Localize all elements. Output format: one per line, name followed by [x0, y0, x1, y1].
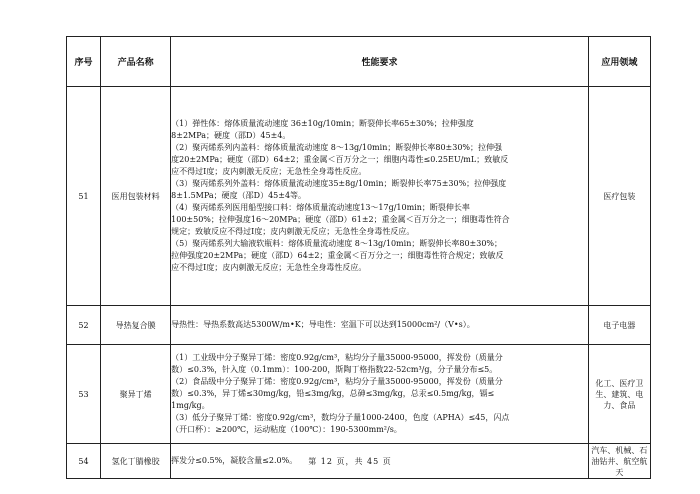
header-no: 序号	[67, 37, 101, 87]
spec-item: （4）聚丙烯系列医用船型接口料：熔体质量流动速度13～17g/10min；断裂伸长率 100±50%；拉伸强度16～20MPa；硬度（邵D）61±2；重金属＜百万分之一；细胞毒性符合 规定；致敏反应不得过Ⅰ度；皮内刺激无反应；无急性全身毒性反应。	[171, 203, 510, 236]
table-row	[67, 345, 651, 444]
header-name: 产品名称	[101, 37, 171, 87]
table-header-row	[67, 37, 651, 87]
row-no: 53	[67, 345, 101, 444]
row-application: 电子电器	[588, 306, 650, 345]
row-product-name: 氢化丁腈橡胶	[101, 444, 171, 479]
row-no: 52	[67, 306, 101, 345]
spec-item: （2）食品级中分子聚异丁烯：密度0.92g/cm³，粘均分子量35000-95000，挥发份（质量分 数）≤0.3%，异丁烯≤30mg/kg，铅≤3mg/kg，总砷≤3mg/kg，总汞≤0.5mg/kg，镉≤ 1mg/kg。	[171, 377, 503, 410]
spec-item: （1）工业级中分子聚异丁烯：密度0.92g/cm³，粘均分子量35000-95000，挥发份（质量分 数）≤0.3%，针入度（0.1mm）：100-200，斯陶丁格指数22-52cm³/g，分子量分布≤5。	[171, 353, 503, 374]
row-spec	[171, 345, 589, 444]
product-table	[66, 36, 651, 479]
spec-content	[171, 352, 588, 436]
header-spec: 性能要求	[171, 37, 589, 87]
spec-item: 导热性：导热系数高达5300W/m•K；导电性：室温下可以达到15000cm²/（V•s）。	[171, 320, 475, 329]
row-product-name: 聚异丁烯	[101, 345, 171, 444]
spec-item: 挥发分≤0.5%，凝胶含量≤2.0%。	[171, 456, 298, 465]
spec-item: （2）聚丙烯系列内盖料：熔体质量流动速度 8～13g/10min；断裂伸长率80±30%；拉伸强 度20±2MPa；硬度（邵D）64±2；重金属＜百万分之一；细胞内毒性≤0.25EU/mL；致敏反 应不得过Ⅰ度；皮内刺激无反应；无急性全身毒性反应。	[171, 143, 509, 176]
page-footer: 第 12 页，共 45 页	[308, 457, 392, 466]
header-app: 应用领域	[588, 37, 650, 87]
row-no: 54	[67, 444, 101, 479]
spec-item: （3）低分子聚异丁烯：密度0.92g/cm³，数均分子量1000-2400，色度（APHA）≤45，闪点 （开口杯）：≥200℃，运动粘度（100℃）：190-5300mm²/s。	[171, 413, 510, 434]
row-spec	[171, 87, 589, 306]
row-application: 化工、医疗卫生、建筑、电力、食品	[588, 345, 650, 444]
row-product-name: 医用包装材料	[101, 87, 171, 306]
table-row	[67, 87, 651, 306]
spec-item: （1）弹性体：熔体质量流动速度 36±10g/10min；断裂伸长率65±30%；拉伸强度 8±2MPa；硬度（邵D）45±4。	[171, 119, 474, 140]
table-row	[67, 306, 651, 345]
spec-item: （5）聚丙烯系列大输液软瓶料：熔体质量流动速度 8～13g/10min；断裂伸长率80±30%； 拉伸强度20±2MPa；硬度（邵D）64±2；重金属＜百万分之一；细胞毒性符合规定；致敏反 应不得过Ⅰ度；皮内刺激无反应；无急性全身毒性反应。	[171, 239, 504, 272]
row-application: 医疗包装	[588, 87, 650, 306]
row-spec	[171, 306, 589, 345]
row-no: 51	[67, 87, 101, 306]
row-product-name: 导热复合膜	[101, 306, 171, 345]
spec-item: （3）聚丙烯系列外盖料：熔体质量流动速度35±8g/10min；断裂伸长率75±30%；拉伸强度 8±1.5MPa；硬度（邵D）45±4等。	[171, 179, 507, 200]
row-application: 汽车、机械、石油钻井、航空航天	[588, 444, 650, 479]
